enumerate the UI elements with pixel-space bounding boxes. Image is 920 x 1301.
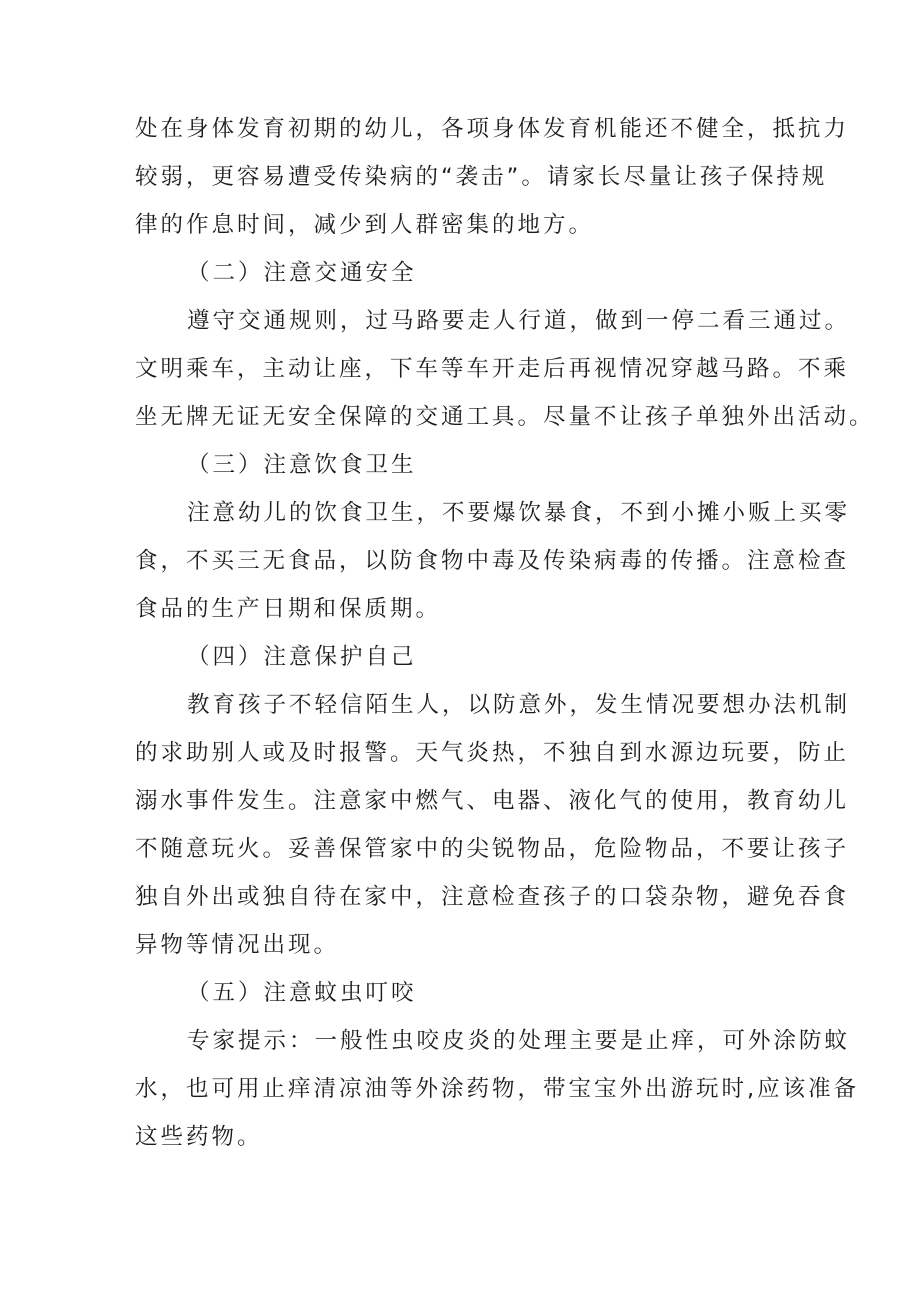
paragraph-line: 遵守交通规则，过马路要走人行道，做到一停二看三通过。 xyxy=(187,308,851,334)
paragraph-line: 律的作息时间，减少到人群密集的地方。 xyxy=(135,212,595,238)
paragraph-line: 这些药物。 xyxy=(135,1124,263,1150)
paragraph-line: 异物等情况出现。 xyxy=(135,932,340,958)
paragraph-line: 不随意玩火。妥善保管家中的尖锐物品，危险物品，不要让孩子 xyxy=(135,836,850,862)
section-heading: （四）注意保护自己 xyxy=(187,644,417,670)
paragraph-line: 文明乘车，主动让座，下车等车开走后再视情况穿越马路。不乘 xyxy=(135,356,850,382)
paragraph-line: 水，也可用止痒清凉油等外涂药物，带宝宝外出游玩时,应该准备 xyxy=(135,1076,860,1102)
paragraph-line: 注意幼儿的饮食卫生，不要爆饮暴食，不到小摊小贩上买零 xyxy=(187,500,851,526)
paragraph-line: 处在身体发育初期的幼儿，各项身体发育机能还不健全，抵抗力 xyxy=(135,116,850,142)
paragraph-line: 教育孩子不轻信陌生人，以防意外，发生情况要想办法机制 xyxy=(187,692,851,718)
paragraph-line: 食，不买三无食品，以防食物中毒及传染病毒的传播。注意检查 xyxy=(135,548,850,574)
paragraph-line: 溺水事件发生。注意家中燃气、电器、液化气的使用，教育幼儿 xyxy=(135,788,850,814)
paragraph-line: 独自外出或独自待在家中，注意检查孩子的口袋杂物，避免吞食 xyxy=(135,884,850,910)
section-heading: （三）注意饮食卫生 xyxy=(187,452,417,478)
paragraph-line: 食品的生产日期和保质期。 xyxy=(135,596,442,622)
section-heading: （五）注意蚊虫叮咬 xyxy=(187,980,417,1006)
paragraph-line: 坐无牌无证无安全保障的交通工具。尽量不让孩子单独外出活动。 xyxy=(135,404,875,430)
section-heading: （二）注意交通安全 xyxy=(187,260,417,286)
paragraph-line: 专家提示：一般性虫咬皮炎的处理主要是止痒，可外涂防蚊 xyxy=(187,1028,851,1054)
paragraph-line: 的求助别人或及时报警。天气炎热，不独自到水源边玩要，防止 xyxy=(135,740,850,766)
paragraph-line: 较弱，更容易遭受传染病的“袭击”。请家长尽量让孩子保持规 xyxy=(135,164,828,190)
